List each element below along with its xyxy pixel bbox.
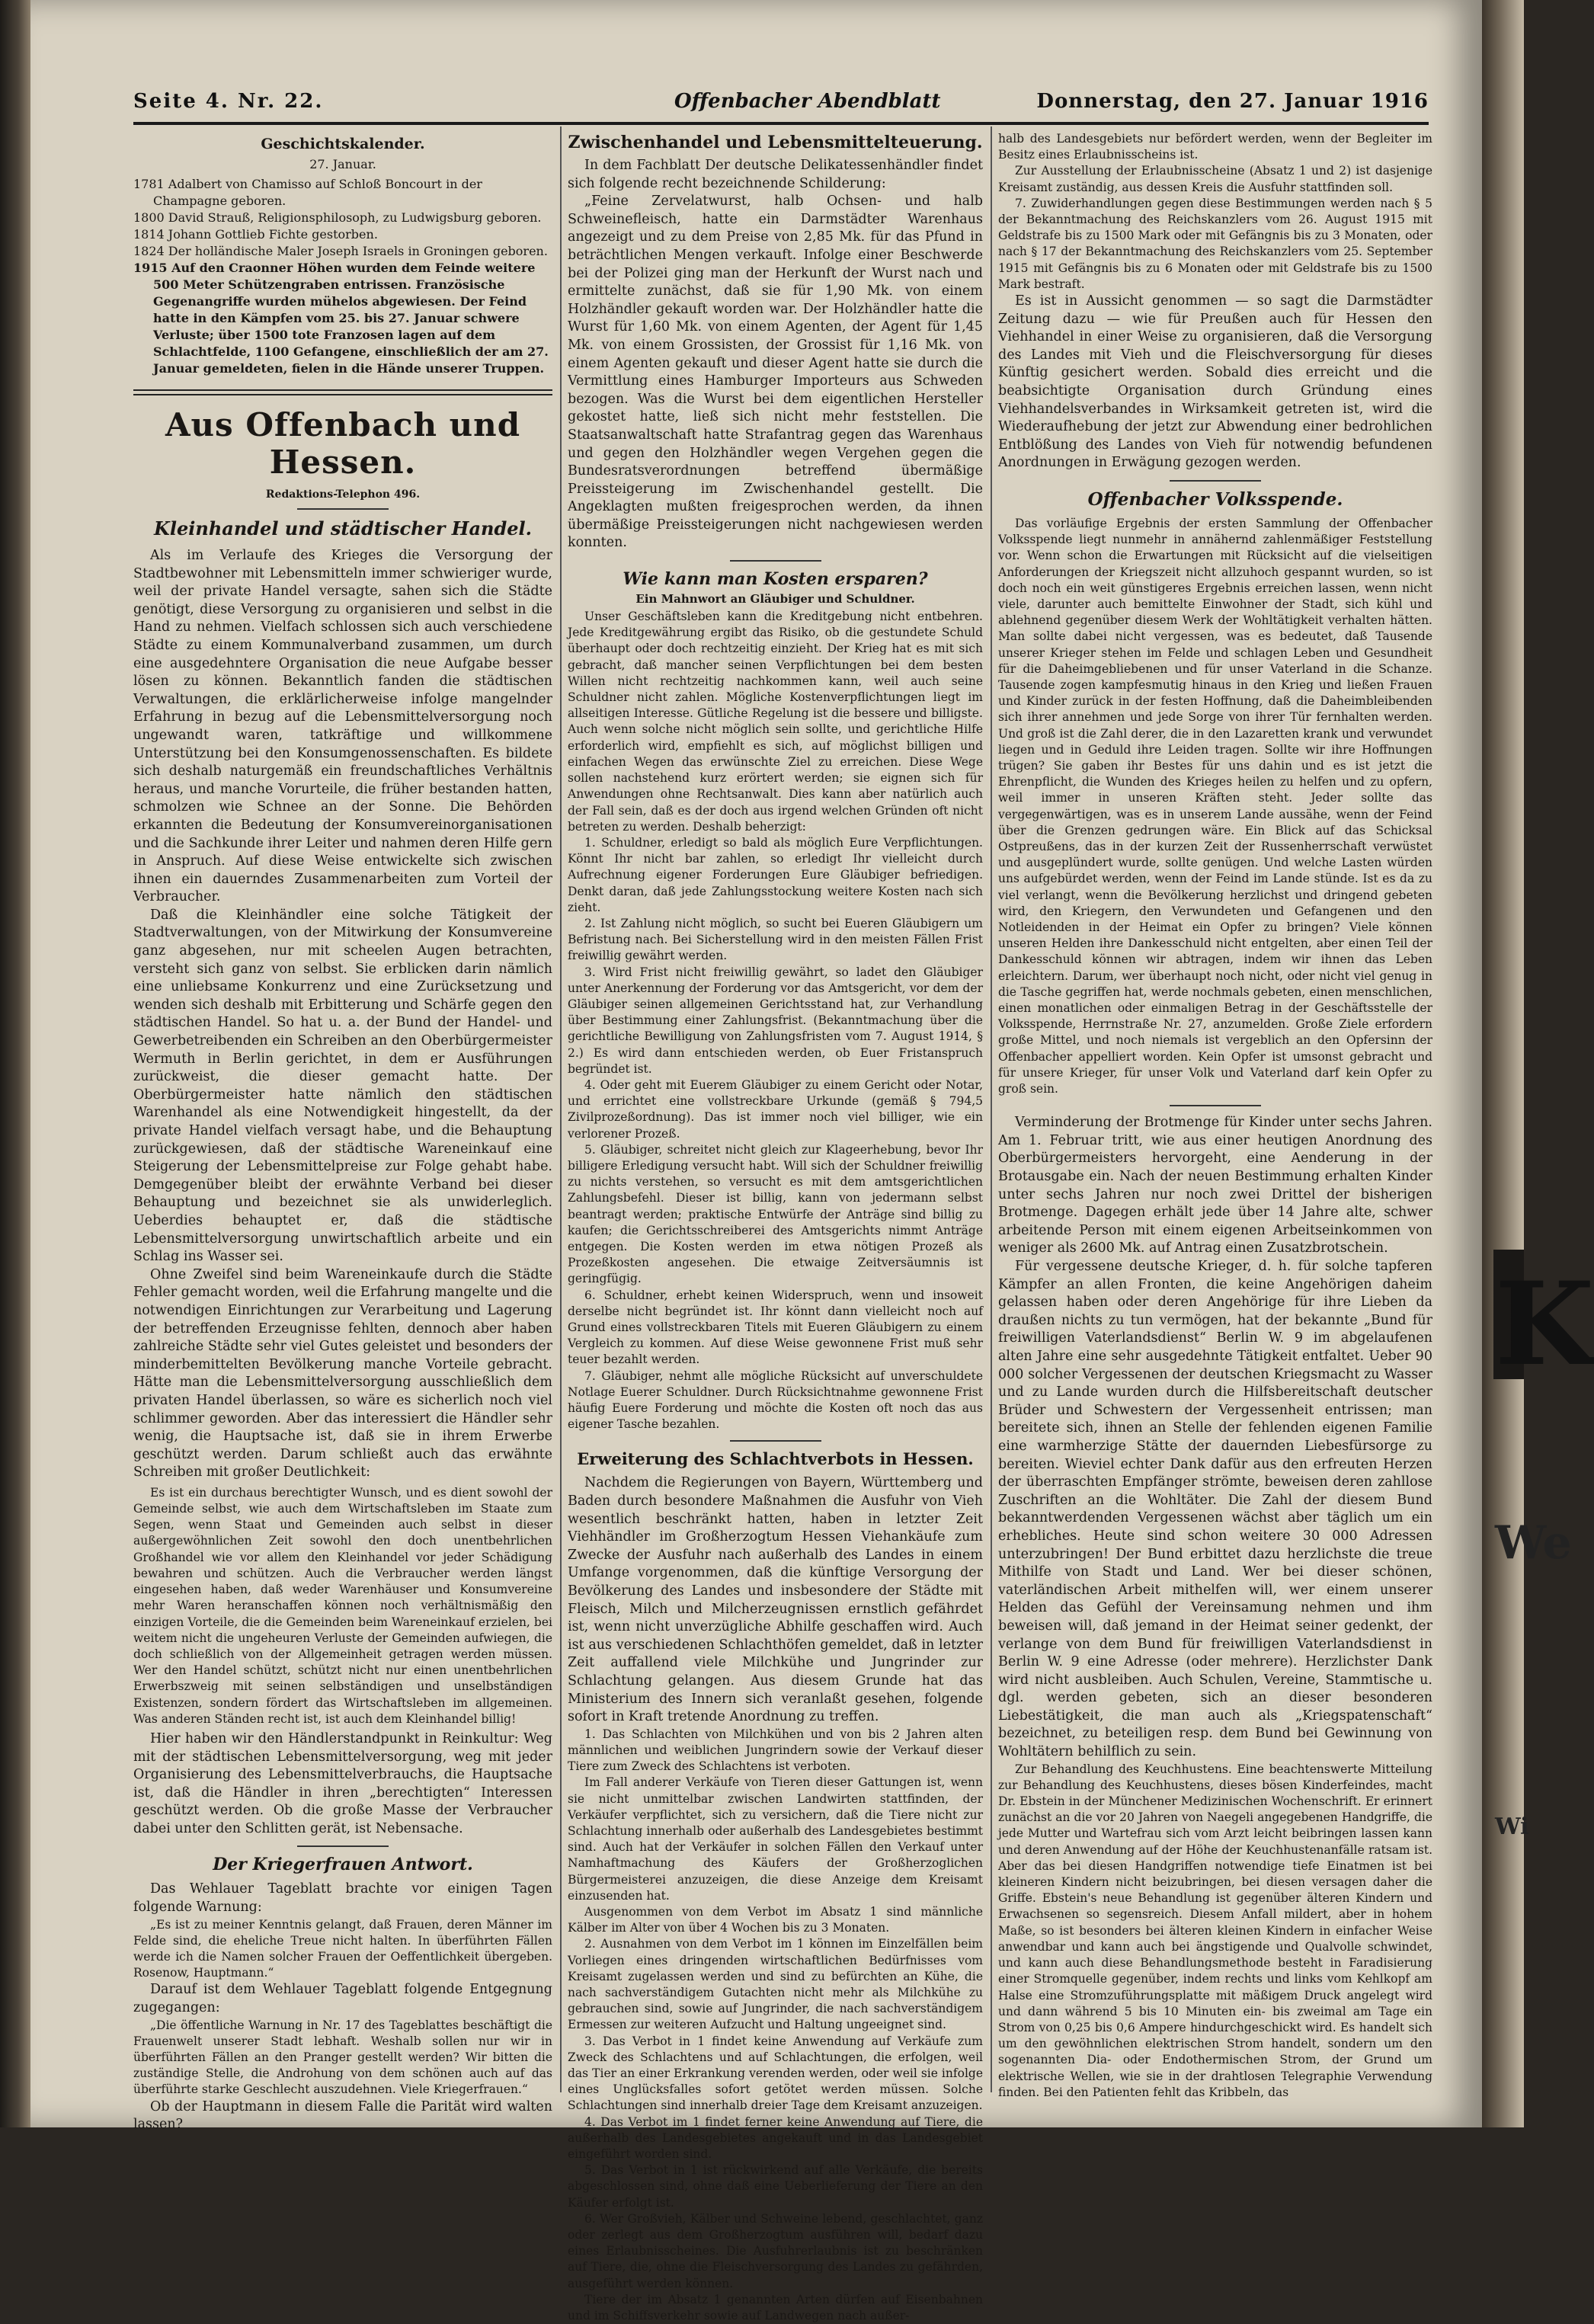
article-title: Zwischenhandel und Lebensmittelteuerung. bbox=[568, 133, 983, 152]
article-paragraph: 2. Ausnahmen von dem Verbot im 1 können im Einzelfällen beim Vorliegen eines dringenden wirtschaftlichen Bedürfnisses vom Kreisamt zugelassen werden und sind zu befürchten an Kühe, die nach sachverständigem Gutachten nicht mehr als Milchkühe zu gebrauchen sind, sowie auf Jungrinder, die nach sachverständigem Ermessen zur weiteren Aufzucht und Haltung ungeeignet sind. bbox=[568, 1937, 983, 2032]
column-divider bbox=[560, 126, 562, 2092]
article-paragraph: Nachdem die Regierungen von Bayern, Württemberg und Baden durch besondere Maßnahmen die Ausfuhr von Vieh wesentlich beschränkt hatten, haben in letzter Zeit Viehhändler im Großherzogtum Hessen Viehankäufe zum Zwecke der Ausfuhr nach außerhalb des Landes in einem Umfange vorgenommen, daß die künftige Versorgung der Bevölkerung des Landes und insbesondere der Städte mit Fleisch, Milch und Milcherzeugnissen ernstlich gefährdet ist, wenn nicht unverzügliche Abhilfe geschaffen wird. Auch ist aus verschiedenen Schlachthöfen gemeldet, daß in letzter Zeit auffallend viele Milchkühe und Jungrinder zur Schlachtung gelangen. Aus diesem Grunde hat das Ministerium des Innern sich veranlaßt gesehen, folgende sofort in Kraft tretende Anordnung zu treffen. bbox=[568, 1475, 983, 1725]
article-paragraph: Verminderung der Brotmenge für Kinder unter sechs Jahren. Am 1. Februar tritt, wie aus einer heutigen Anordnung des Oberbürgermeisters hervorgeht, eine Aenderung in der Brotausgabe ein. Nach der neuen Bestimmung erhalten Kinder unter sechs Jahren nur noch zwei Drittel der bisherigen Brotmenge. Dagegen erhält jede über 14 Jahre alte, schwer arbeitende Person mit einem eigenen Arbeitseinkommen von weniger als 2600 Mk. auf Antrag einen Zusatzbrotschein. bbox=[998, 1115, 1432, 1256]
book-binding-right bbox=[1482, 0, 1524, 2127]
newspaper-title: Offenbacher Abendblatt bbox=[674, 90, 941, 113]
article-paragraph: 1. Schuldner, erledigt so bald als möglich Eure Verpflichtungen. Könnt Ihr nicht bar zahlen, so erledigt Ihr vielleicht durch Aufrechnung eigener Forderungen Eure Gläubiger befriedigen. Denkt daran, daß jede Zahlungsstockung weitere Kosten nach sich zieht. bbox=[568, 835, 983, 914]
page-number: Seite 4. Nr. 22. bbox=[133, 90, 324, 113]
article-paragraph: 4. Oder geht mit Euerem Gläubiger zu einem Gericht oder Notar, und errichtet eine vollstreckbare Urkunde (gemäß § 794,5 Zivilprozeßordnung). Das ist immer noch viel billiger, wie ein verlorener Prozeß. bbox=[568, 1077, 983, 1141]
article-paragraph: Hier haben wir den Händlerstandpunkt in Reinkultur: Weg mit der städtischen Lebensmittelversorgung, weg mit jeder Organisierung des Lebensmittelverbrauchs, die Hauptsache ist, daß die Händler in ihren „berechtigten“ Interessen geschützt werden. Ob die große Masse der Verbraucher dabei unter den Schlitten gerät, ist Nebensache. bbox=[133, 1730, 552, 1836]
issue-date: Donnerstag, den 27. Januar 1916 bbox=[1036, 90, 1429, 113]
section-subtitle: Redaktions-Telephon 496. bbox=[265, 488, 421, 501]
column-divider bbox=[991, 126, 992, 2092]
article-paragraph: Darauf ist dem Wehlauer Tageblatt folgende Entgegnung zugegangen: bbox=[133, 1982, 552, 2016]
divider bbox=[297, 1845, 389, 1847]
article-quote: „Die öffentliche Warnung in Nr. 17 des Tageblattes beschäftigt die Frauenwelt unserer Stadt lebhaft. Weshalb sollen nur wir in überführten Fällen an den Pranger gestellt werden? Wir bitten die zuständige Stelle, die Androhung von dem schönen auch auf das überführte starke Geschlecht auszudehnen. Viele Kriegerfrauen.“ bbox=[133, 2018, 552, 2097]
column-middle bbox=[568, 131, 983, 2324]
header-rule bbox=[133, 122, 1429, 125]
article-paragraph: 5. Das Verbot in 1 ist rückwirkend auf alle Verkäufe, die bereits abgeschlossen sind, ohne daß eine Ueberlieferung der Tiere an den Käufer erfolgt ist. bbox=[568, 2163, 983, 2210]
article-paragraph: 4. Das Verbot im 1 findet ferner keine Anwendung auf Tiere, die außerhalb des Landesgebietes angekauft und in das Landesgebiet eingeführt worden sind. bbox=[568, 2114, 983, 2162]
article-paragraph: Daß die Kleinhändler eine solche Tätigkeit der Stadtverwaltungen, von der Mitwirkung der Konsumvereine ganz abgesehen, nur mit scheelen Augen betrachten, versteht sich ganz von selbst. Sie erblicken darin nämlich eine unliebsame Konkurrenz und eine Zurücksetzung und wenden sich deshalb mit Erbitterung und Schärfe gegen den städtischen Handel. So hat u. a. der Bund der Handel- und Gewerbetreibenden ein Schreiben an den Oberbürgermeister Wermuth in Berlin gerichtet, in dem er Ausführungen zurückweist, die dieser gemacht hatte. Der Oberbürgermeister hatte nämlich den städtischen Warenhandel als eine Notwendigkeit hingestellt, da der private Handel vielfach versagt habe, und die Behauptung zurückgewiesen, daß der städtische Wareneinkauf eine Steigerung der Lebensmittelpreise zur Folge gehabt habe. Demgegenüber bleibt der erwähnte Verband bei dieser Behauptung und bezeichnet sie als unwiderleglich. Ueberdies behauptet er, daß die städtische Lebensmittelversorgung unwirtschaftlich arbeite und ein Schlag ins Wasser sei. bbox=[133, 907, 552, 1265]
article-paragraph: Tiere der im Absatz 1 genannten Arten dürfen auf Eisenbahnen und im Schiffsverkehr sowie auf Landwegen nach außer- bbox=[568, 2292, 983, 2323]
calendar-item: 1915 Auf den Craonner Höhen wurden dem Feinde weitere 500 Meter Schützengraben entrissen. Französische Gegenangriffe wurden mühelos abgewiesen. Der Feind hatte in den Kämpfen vom 25. bis 27. Januar schwere Verluste; über 1500 tote Franzosen lagen auf dem Schlachtfelde, 1100 Gefangene, einschließlich der am 27. Januar gemeldeten, fielen in die Hände unserer Truppen. bbox=[133, 261, 549, 376]
divider bbox=[730, 560, 821, 562]
article-paragraph: 1. Das Schlachten von Milchkühen und von bis 2 Jahren alten männlichen und weiblichen Jungrindern sowie der Verkauf dieser Tiere zum Zweck des Schlachtens ist verboten. bbox=[568, 1727, 983, 1774]
section-title: Aus Offenbach und Hessen. bbox=[165, 406, 521, 481]
article-paragraph: Unser Geschäftsleben kann die Kreditgebung nicht entbehren. Jede Kreditgewährung ergibt das Risiko, ob die gestundete Schuld überhaupt oder doch rechtzeitig einzieht. Der Krieg hat es mit sich gebracht, daß mancher seinen Verpflichtungen bei dem besten Willen nicht rechtzeitig nachkommen kann, weil auch seine Schuldner nicht zahlen. Mögliche Kostenverpflichtungen liegt im allseitigen Interesse. Gütliche Regelung ist die bessere und billigste. Auch wenn solche nicht möglich sein sollte, und gerichtliche Hilfe erforderlich wird, empfiehlt es sich, auf möglichst billigen und einfachen Wegen das erwünschte Ziel zu erreichen. Diese Wege sollen nachstehend kurz erörtert werden; sie eignen sich für Anwendungen ohne Rechtsanwalt. Dies kann aber natürlich auch der Fall sein, daß es der doch aus irgend welchen Gründen oft nicht betreten zu werden. Deshalb beherzigt: bbox=[568, 610, 983, 834]
article-title: Offenbacher Volksspende. bbox=[1087, 488, 1343, 510]
article-paragraph: Als im Verlaufe des Krieges die Versorgung der Stadtbewohner mit Lebensmitteln immer schwieriger wurde, weil der private Handel versagte, sahen sich die Städte genötigt, diese Versorgung zu organisieren und selbst in die Hand zu nehmen. Vielfach schlossen sich auch verschiedene Städte zu einem Kommunalverband zusammen, um durch eine ausgedehntere Organisation die neue Aufgabe besser lösen zu können. Bekanntlich fanden die städtischen Verwaltungen, die erklärlicherweise infolge mangelnder Erfahrung in bezug auf die Lebensmittelversorgung noch ungewandt waren, tatkräftige und willkommene Unterstützung bei den Konsumgenossenschaften. Es bildete sich deshalb naturgemäß ein freundschaftliches Verhältnis heraus, und manche Vorurteile, die früher bestanden hatten, schmolzen wie Schnee an der Sonne. Die Behörden erkannten die Bedeutung der Konsumvereinorganisationen und die Sachkunde ihrer Leiter und nahmen deren Hilfe gern in Anspruch. Auf diese Weise entwickelte sich zwischen ihnen ein dauerndes Zusammenarbeiten zum Vorteil der Verbraucher. bbox=[133, 548, 552, 905]
calendar-title: Geschichtskalender. bbox=[261, 136, 425, 152]
article-paragraph: Zur Ausstellung der Erlaubnisscheine (Absatz 1 und 2) ist dasjenige Kreisamt zuständig, aus dessen Kreis die Ausfuhr stattfinden soll. bbox=[998, 164, 1432, 194]
article-title: Erweiterung des Schlachtverbots in Hessen. bbox=[577, 1449, 974, 1469]
divider bbox=[1170, 1105, 1261, 1106]
adjacent-page-letters-we: We bbox=[1495, 1516, 1572, 1570]
divider bbox=[730, 1440, 821, 1442]
column-left bbox=[133, 131, 552, 2134]
article-paragraph: Ob der Hauptmann in diesem Falle die Parität wird walten lassen? bbox=[133, 2098, 552, 2133]
calendar-item: 1814 Johann Gottlieb Fichte gestorben. bbox=[133, 227, 378, 242]
book-binding-left bbox=[0, 0, 30, 2127]
article-quote: Es ist ein durchaus berechtigter Wunsch, und es dient sowohl der Gemeinde selbst, wie auch dem Wirtschaftsleben im Staate zum Segen, wenn Staat und Gemeinden auch selbst in dieser außergewöhnlichen Zeit sowohl den doch unentbehrlichen Großhandel wie vor allem den Kleinhandel vor jeder Schädigung bewahren und schützen. Auch die Verbraucher werden längst eingesehen haben, daß weder Warenhäuser und Konsumvereine mehr Waren heranschaffen können noch verhältnismäßig den einzigen Vorteile, die die Gemeinden beim Wareneinkauf erzielen, bei weitem nicht die ungeheuren Verluste der Gemeinden aufwiegen, die doch schließlich von der Allgemeinheit getragen werden müssen. Wer den Handel schützt, schützt nicht nur einen unentbehrlichen Erwerbszweig mit seinen selbständigen und unselbständigen Existenzen, sondern fördert das Wirtschaftsleben im allgemeinen. Was anderen Ständen recht ist, ist auch dem Kleinhandel billig! bbox=[133, 1485, 552, 1726]
article-paragraph: In dem Fachblatt Der deutsche Delikatessenhändler findet sich folgende recht bezeichnende Schilderung: bbox=[568, 158, 983, 191]
divider bbox=[1170, 480, 1261, 482]
calendar-item: 1781 Adalbert von Chamisso auf Schloß Boncourt in der Champagne geboren. bbox=[133, 177, 482, 208]
article-paragraph: Für vergessene deutsche Krieger, d. h. für solche tapferen Kämpfer an allen Fronten, die keine Angehörigen daheim gelassen haben oder deren Angehörige für ihre Lieben da draußen nichts zu tun vermögen, hat der bekannte „Bund für freiwilligen Vaterlandsdienst“ Berlin W. 9 im abgelaufenen alten Jahre eine sehr ausgedehnte Tätigkeit entfaltet. Ueber 90 000 solcher Vergessenen der deutschen Kriegsmacht zu Wasser und zu Lande wurden durch die Hilfsbereitschaft deutscher Brüder und Schwestern der Vergessenheit entrissen; man bereitete sich, ihnen an Stelle der fehlenden eigenen Familie eine warmherzige Stätte der dauernden Liebesfürsorge zu bereiten. Wieviel echter Dank dafür aus den erfreuten Herzen der überraschten Empfänger strömte, beweisen deren zahllose Zuschriften an die Wohltäter. Die Zahl der diesem Bund bekanntwerdenden Vergessenen wächst aber täglich um ein erhebliches. Heute sind schon weitere 30 000 Adressen unterzubringen! Der Bund erbittet dazu herzlichste die treue Mithilfe von Stadt und Land. Wer bei dieser schönen, vaterländischen Arbeit mithelfen will, wer einem unserer Helden das Gefühl der Vereinsamung nehmen und ihm beweisen will, daß jemand in der Heimat seiner gedenkt, der verlange von dem Bund für freiwilligen Vaterlandsdienst in Berlin W. 9 eine Adresse (oder mehrere). Herzlichster Dank wird nicht ausbleiben. Auch Schulen, Vereine, Stammtische u. dgl. werden gebeten, sich an dieser besonderen Liebestätigkeit, die man auch als „Kriegspatenschaft“ bezeichnet, zu beteiligen resp. dem Bund bei Gewinnung von Wohltätern behilflich zu sein. bbox=[998, 1259, 1432, 1760]
column-right bbox=[998, 131, 1432, 2101]
article-quote: „Es ist zu meiner Kenntnis gelangt, daß Frauen, deren Männer im Felde sind, die eheliche Treue nicht halten. In überführten Fällen werde ich die Namen solcher Frauen der Oeffentlichkeit übergeben. Rosenow, Hauptmann.“ bbox=[133, 1917, 552, 1980]
page-header bbox=[133, 90, 1429, 120]
article-paragraph: 6. Wer Großvieh, Kälber und Schweine lebend, geschlachtet, ganz oder zerlegt aus dem Großherzogtum ausführen will, bedarf dazu eines Erlaubnisscheines. Die Ausfuhrerlaubnis ist zu beschränken auf Tiere, die, ohne die Fleischversorgung des Landes zu gefährden, ausgeführt werden können. bbox=[568, 2211, 983, 2290]
article-paragraph: 3. Wird Frist nicht freiwillig gewährt, so ladet den Gläubiger unter Anerkennung der Forderung vor das Amtsgericht, vor dem der Gläubiger seinen allgemeinen Gerichtsstand hat, zur Verhandlung über Bestimmung einer Zahlungsfrist. (Bekanntmachung über die gerichtliche Bewilligung von Zahlungsfristen vom 7. August 1914, § 2.) Es wird dann entschieden werden, ob Euer Fristanspruch begründet ist. bbox=[568, 965, 983, 1076]
article-paragraph: Das vorläufige Ergebnis der ersten Sammlung der Offenbacher Volksspende liegt nunmehr in annähernd zahlenmäßiger Feststellung vor. Wenn schon die Erwartungen mit Rücksicht auf die vielseitigen Anforderungen der Kriegszeit nicht allzuhoch gespannt wurden, so ist doch noch ein weit günstigeres Ergebnis erreichen lassen, wenn nicht viele, darunter auch bemittelte Einwohner der Stadt, sich kühl und ablehnend gegenüber diesem Werk der Wohltätigkeit verhalten hätten. Man sollte dabei nicht vergessen, was es bedeutet, daß Tausende unserer Krieger stehen im Felde und schlagen Leben und Gesundheit für die Daheimgebliebenen und für unser Vaterland in die Schanze. Tausende zogen kampfesmutig hinaus in den Krieg und ließen Frauen und Kinder zurück in der festen Hoffnung, daß die Daheimbleibenden sich ihrer annehmen und jede Sorge von ihrer Tür fernhalten werden. Und groß ist die Zahl derer, die in den Lazaretten krank und verwundet liegen und in Geduld ihre Leiden tragen. Sollte wir ihre Hoffnungen trügen? Sie gaben ihr Bestes für uns dahin und es ist jetzt die Ehrenpflicht, die Wunden des Krieges heilen zu helfen und zu opfern, weil immer in unseren Kräften steht. Jeder sollte das vergegenwärtigen, was es in unserem Lande aussähe, wenn der Feind über die Grenzen gedrungen wäre. Ein Blick auf das Schicksal Ostpreußens, das in der kurzen Zeit der Russenherrschaft verwüstet und ausgeplündert wurde, sollte genügen. Und welche Lasten würden uns aufgebürdet werden, wenn der Feind im Lande stünde. Ist es da zu viel verlangt, wenn die Bevölkerung herzlichst und dringend gebeten wird, den Kriegern, den Verwundeten und Gefangenen und den Notleidenden in der Heimat ein Opfer zu bringen? Viele können unseren Helden ihre Dankesschuld nicht entgelten, aber einen Teil der Dankesschuld können wir abtragen, indem wir ihnen das Leben erleichtern. Darum, wer überhaupt noch nicht, oder nicht viel genug in die Tasche gegriffen hat, werde nochmals gebeten, einen menschlichen, einen monatlichen oder einmaligen Betrag in der Geschäftsstelle der Volksspende, Herrnstraße Nr. 27, anzumelden. Große Ziele erfordern große Mittel, und noch niemals ist vergeblich an den Opfersinn der Offenbacher appelliert worden. Kein Opfer ist umsonst gebracht und für unsere Krieger, für unser Volk und Vaterland darf kein Opfer zu groß sein. bbox=[998, 516, 1432, 1096]
article-paragraph: „Feine Zervelatwurst, halb Ochsen- und halb Schweinefleisch, hatte ein Darmstädter Warenhaus angezeigt und zu dem Preise von 2,85 Mk. für das Pfund in beträchtlichen Mengen verkauft. Infolge einer Beschwerde bei der Polizei ging man der Herkunft der Wurst nach und ermittelte zunächst, daß sie für 1,90 Mk. von einem Holzhändler gekauft worden war. Der Holzhändler hatte die Wurst für 1,60 Mk. von einem Agenten, der Agent für 1,45 Mk. von einem Grossisten, der Grossist für 1,16 Mk. von einem Agenten gekauft und dieser Agent hatte sie durch die Vermittlung eines Hamburger Importeurs aus Schweden bezogen. Was die Wurst bei dem eigentlichen Hersteller gekostet hatte, ließ sich nicht mehr feststellen. Die Staatsanwaltschaft hatte Strafantrag gegen das Warenhaus und gegen den Holzhändler wegen Vergehen gegen die Bundesratsverordnungen betreffend übermäßige Preissteigerung im Zwischenhandel gestellt. Die Angeklagten mußten freigesprochen werden, da ihnen übermäßige Preissteigerungen nicht nachgewiesen werden konnten. bbox=[568, 194, 983, 551]
article-title: Der Kriegerfrauen Antwort. bbox=[213, 1855, 473, 1875]
article-paragraph: Ohne Zweifel sind beim Wareneinkaufe durch die Städte Fehler gemacht worden, weil die Erfahrung mangelte und die notwendigen Einrichtungen zur Verarbeitung und Lagerung der betreffenden Erzeugnisse fehlten, dennoch aber haben zahlreiche Städte sehr viel Gutes geleistet und besonders der minderbemittelten Bevölkerung manche Vorteile gebracht. Hätte man die Lebensmittelversorgung ausschließlich dem privaten Handel überlassen, so wäre es sicherlich noch viel schlimmer geworden. Aber das interessiert die Händler sehr wenig, die Hauptsache ist, daß sie in ihrem Erwerbe geschützt werden. Darum schließt auch das erwähnte Schreiben mit großer Deutlichkeit: bbox=[133, 1266, 552, 1481]
article-paragraph: 7. Zuwiderhandlungen gegen diese Bestimmungen werden nach § 5 der Bekanntmachung des Reichskanzlers vom 26. August 1915 mit Geldstrafe bis zu 1500 Mark oder mit Gefängnis bis zu 3 Monaten, oder nach § 17 der Bekanntmachung des Reichskanzlers vom 25. September 1915 mit Gefängnis bis zu 6 Monaten oder mit Geldstrafe bis zu 1500 Mark bestraft. bbox=[998, 196, 1432, 291]
article-paragraph: halb des Landesgebiets nur befördert werden, wenn der Begleiter im Besitz eines Erlaubnisscheins ist. bbox=[998, 132, 1432, 162]
article-title: Wie kann man Kosten ersparen? bbox=[623, 569, 928, 590]
calendar-item: 1824 Der holländische Maler Joseph Israels in Groningen geboren. bbox=[133, 244, 548, 258]
article-paragraph: Im Fall anderer Verkäufe von Tieren dieser Gattungen ist, wenn sie nicht unmittelbar zwischen Landwirten stattfinden, der Verkäufer verpflichtet, sich zu versichern, daß die Tiere nicht zur Schlachtung innerhalb oder außerhalb des Landesgebietes bestimmt sind. Auch hat der Verkäufer in solchen Fällen den Verkauf unter Namhaftmachung des Käufers der Großherzoglichen Bürgermeisterei anzuzeigen, die diese Anzeige dem Kreisamt einzusenden hat. bbox=[568, 1775, 983, 1903]
article-subtitle: Ein Mahnwort an Gläubiger und Schuldner. bbox=[635, 592, 915, 607]
adjacent-page-letters-wi: Wi bbox=[1495, 1813, 1529, 1840]
article-paragraph: Es ist in Aussicht genommen — so sagt die Darmstädter Zeitung dazu — wie für Preußen auch für Hessen den Viehhandel in einer Weise zu organisieren, daß die Versorgung des Landes mit Vieh und die Fleischversorgung für dieses Künftig gesichert werden. Sobald dies erreicht und die beabsichtigte Organisation durch Gründung eines Viehhandelsverbandes in Wirksamkeit getreten ist, wird die Wiederaufhebung der jetzt zur Abwendung einer bedrohlichen Entblößung des Landes von Vieh für notwendig befundenen Anordnungen in Erwägung gezogen werden. bbox=[998, 293, 1432, 471]
article-paragraph: Ausgenommen von dem Verbot im Absatz 1 sind männliche Kälber im Alter von über 4 Wochen bis zu 3 Monaten. bbox=[568, 1904, 983, 1935]
adjacent-page-letter-k: K bbox=[1495, 1257, 1594, 1391]
article-paragraph: 2. Ist Zahlung nicht möglich, so sucht bei Eueren Gläubigern um Befristung nach. Bei Sicherstellung wird in den meisten Fällen Frist freiwillig gewährt werden. bbox=[568, 916, 983, 963]
article-paragraph: Das Wehlauer Tageblatt brachte vor einigen Tagen folgende Warnung: bbox=[133, 1881, 552, 1916]
article-paragraph: 7. Gläubiger, nehmt alle mögliche Rücksicht auf unverschuldete Notlage Euerer Schuldner. Durch Rücksichtnahme gewonnene Frist häufig Euere Forderung und möchte die Kosten oft noch das aus eigener Tasche bezahlen. bbox=[568, 1368, 983, 1432]
article-paragraph: 3. Das Verbot in 1 findet keine Anwendung auf Verkäufe zum Zweck des Schlachtens und auf Schlachtungen, die erfolgen, weil das Tier an einer Erkrankung verenden werden, oder weil sie infolge eines Unglücksfalles sofort getötet werden müssen. Solche Schlachtungen sind innerhalb dreier Tage dem Kreisamt anzuzeigen. bbox=[568, 2034, 983, 2113]
article-title: Kleinhandel und städtischer Handel. bbox=[154, 517, 532, 539]
calendar-date: 27. Januar. bbox=[309, 157, 376, 171]
article-paragraph: 5. Gläubiger, schreitet nicht gleich zur Klageerhebung, bevor Ihr billigere Erledigung versucht habt. Will sich der Schuldner freiwillig zu nichts verstehen, so versucht es mit dem amtsgerichtlichen Zahlungsbefehl. Dieser ist billig, kann von jedermann selbst beantragt werden; praktische Entwürfe der Anträge sind billig zu kaufen; die Gerichtsschreiberei des Amtsgerichts nimmt Anträge entgegen. Die Kosten werden im etwa nötigen Prozeß als Prozeßkosten angesehen. Die etwaige Zeitversäumnis ist geringfügig. bbox=[568, 1142, 983, 1286]
divider bbox=[297, 508, 389, 510]
article-paragraph: 6. Schuldner, erhebt keinen Widerspruch, wenn und insoweit derselbe nicht begründet ist. Ihr könnt dann vielleicht noch auf Grund eines vollstreckbaren Titels mit Eueren Gläubigern zu einem Vergleich zu kommen. Auf diese Weise gewonnene Frist muß sehr teuer bezahlt werden. bbox=[568, 1288, 983, 1367]
calendar-item: 1800 David Strauß, Religionsphilosoph, zu Ludwigsburg geboren. bbox=[133, 210, 542, 225]
article-paragraph: Zur Behandlung des Keuchhustens. Eine beachtenswerte Mitteilung zur Behandlung des Keuchhustens, dieses bösen Kinderfeindes, macht Dr. Ebstein in der Münchener Medizinischen Wochenschrift. Er erinnert zunächst an die vor 20 Jahren von Naegeli angegebenen Handgriffe, die jede Mutter und Wartefrau sich vom Arzt leicht beibringen lassen kann und deren Anwendung auf der Höhe der Keuchhustenanfälle ratsam ist. Aber das bei diesen Handgriffen notwendige tiefe Einatmen ist bei kleineren Kindern nicht beizubringen, bei diesen versagen daher die Griffe. Ebstein's neue Behandlung ist gegenüber älteren Kindern und Erwachsenen so segensreich. Diesem Anfall mildert, aber in hohem Maße, so ist besonders bei älteren kleinen Kindern in einfacher Weise anwendbar und kann auch bei ängstigende und Qualvolle schwindet, und kann auch diese Behandlungsmethode besteht in Faradisierung einer Stromquelle gegenüber, indem rechts und links vom Kehlkopf am Halse eine Stromzuführungsplatte mit mäßigem Druck angelegt wird und dann während 5 bis 10 Minuten ein- bis zweimal am Tage ein Strom von 0,25 bis 0,6 Ampere hindurchgeschickt wird. Es handelt sich um den gewöhnlichen elektrischen Strom handelt, sondern um den sogenannten Dia- oder Endothermischen Strom, der Grund um elektrische Wellen, wie sie in der drahtlosen Telegraphie Verwendung finden. Bei den Patienten fehlt das Kribbeln, das bbox=[998, 1762, 1432, 2099]
divider bbox=[133, 389, 552, 395]
